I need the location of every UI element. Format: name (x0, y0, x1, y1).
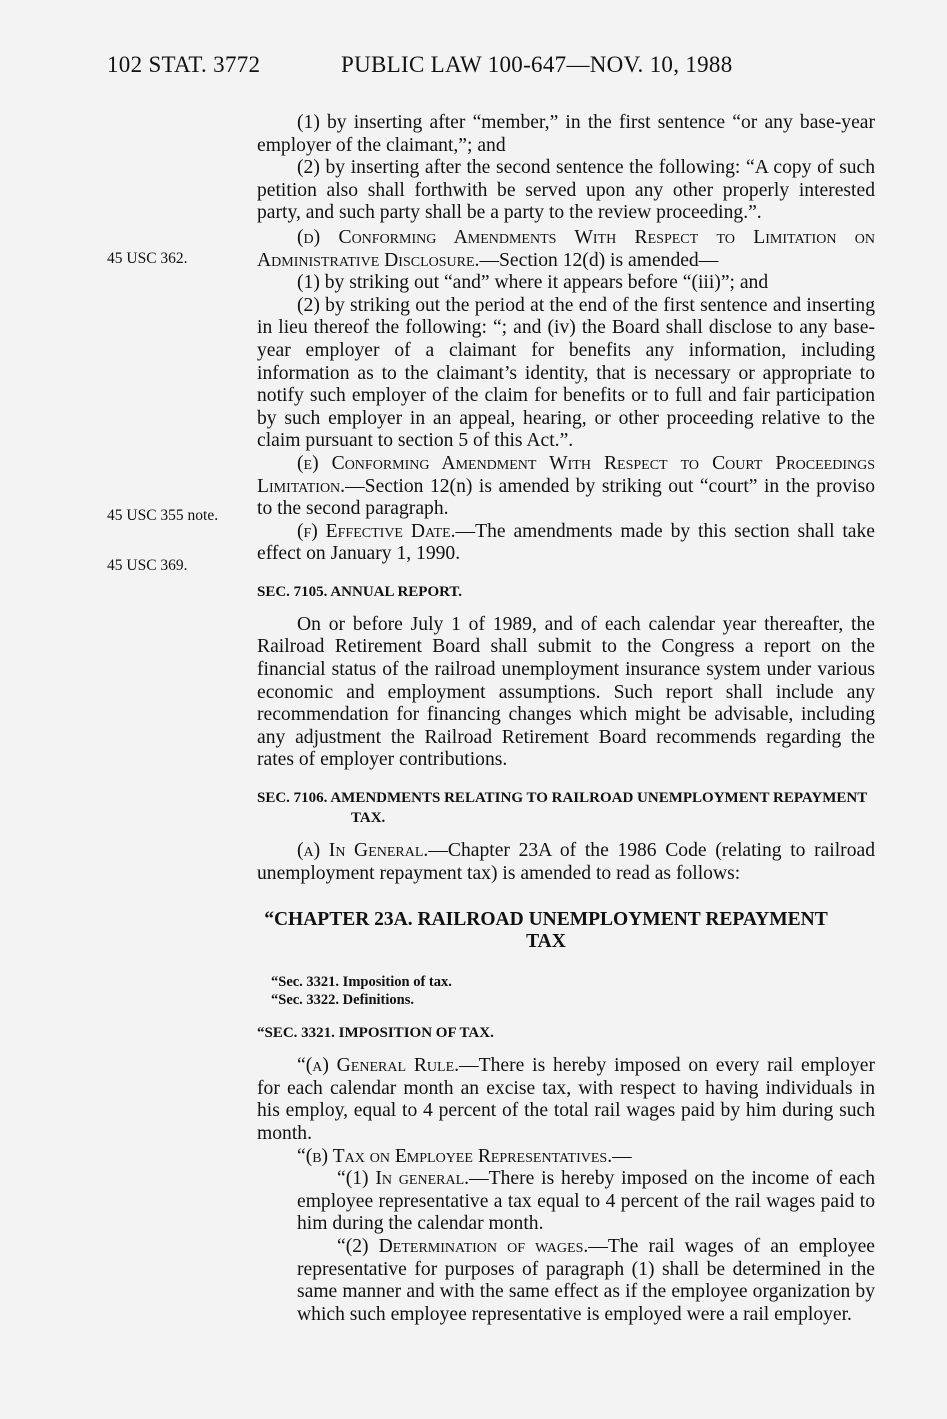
margin-note-usc-355: 45 USC 355 note. (107, 507, 219, 524)
margin-note-usc-369: 45 USC 369. (107, 557, 188, 574)
in-general-heading: “(1) In general. (337, 1168, 470, 1190)
determination-of-wages-heading: “(2) Determination of wages. (337, 1235, 589, 1257)
subsection-d-text: —Section 12(d) is amended— (479, 249, 719, 271)
subsection-e-heading: (e) Conforming Amendment With Respect to Court Proceedings Limitation. (257, 452, 875, 497)
in-general-paragraph (257, 1168, 875, 1236)
page-running-title: PUBLIC LAW 100-647—NOV. 10, 1988 (341, 52, 733, 77)
subsection-e (257, 453, 875, 521)
paragraph-1: (1) by inserting after “member,” in the first sentence “or any base-year employer of the claimant,”; and (257, 112, 875, 156)
determination-of-wages-text: —The rail wages of an employee representative for purposes of paragraph (1) shall be determined in the same manner and with the same effect as if the employee organization by which such employee representative is employed were a rail employer. (297, 1235, 875, 1325)
subsection-d-1: (1) by striking out “and” where it appears before “(iii)”; and (297, 272, 769, 294)
subsection-f-text: —The amendments made by this section shall take effect on January 1, 1990. (257, 520, 875, 565)
section-7106-heading: SEC. 7106. AMENDMENTS RELATING TO RAILROAD UNEMPLOYMENT REPAYMENT TAX. (257, 790, 867, 827)
section-3321-heading: “SEC. 3321. IMPOSITION OF TAX. (257, 1025, 494, 1042)
general-rule-heading: “(a) General Rule. (297, 1055, 460, 1077)
margin-note-usc-362: 45 USC 362. (107, 250, 188, 267)
subsection-d-2: (2) by striking out the period at the end of the first sentence and inserting in lieu thereof the following: “; and (iv) the Board shall disclose to any base-year employer of a claimant for benefits any information, including information as to the claimant’s identity, that is necessary or appropriate to notify such employer of the claim for benefits or to full and fair participation by such employer in an appeal, hearing, or other proceeding relative to the claim pursuant to section 5 of this Act.”. (257, 294, 875, 452)
section-7105-heading: SEC. 7105. ANNUAL REPORT. (257, 583, 463, 600)
subsection-f (257, 521, 875, 566)
subsection-f-heading: (f) Effective Date. (297, 520, 456, 542)
chapter-23a-title: “CHAPTER 23A. RAILROAD UNEMPLOYMENT REPAYMENT TAX (264, 909, 828, 953)
in-general-text: —There is hereby imposed on the income of each employee representative a tax equal to 4 percent of the rail wages paid to him during the calendar month. (297, 1168, 875, 1235)
subsection-d-heading: (d) Conforming Amendments With Respect to Limitation on Administrative Disclosure. (257, 226, 875, 271)
contents-item-3322: “Sec. 3322. Definitions. (271, 992, 414, 1009)
subsection-a (257, 840, 875, 885)
statute-body (257, 112, 875, 1326)
employee-representatives-heading: “(b) Tax on Employee Representatives. (297, 1145, 613, 1167)
general-rule-text: —There is hereby imposed on every rail employer for each calendar month an excise tax, with respect to having individuals in his employ, equal to 4 percent of the total rail wages paid by him during such month. (257, 1055, 875, 1144)
subsection-a-text: —Chapter 23A of the 1986 Code (relating to railroad unemployment repayment tax) is amended to read as follows: (257, 840, 875, 884)
annual-report-paragraph: On or before July 1 of 1989, and of each calendar year thereafter, the Railroad Retirement Board shall submit to the Congress a report on the financial status of the railroad unemployment insurance system under various economic and employment assumptions. Such report shall include any recommendation for financing changes which might be advisable, including any adjustment the Railroad Retirement Board recommends regarding the rates of employer contributions. (257, 613, 875, 771)
employee-representatives-paragraph (257, 1146, 875, 1169)
general-rule-paragraph (257, 1055, 875, 1145)
determination-of-wages-paragraph (257, 1236, 875, 1326)
page-stat-citation: 102 STAT. 3772 (107, 52, 261, 77)
paragraph-2: (2) by inserting after the second sentence the following: “A copy of such petition also shall forthwith be served upon any other properly interested party, and such party shall be a party to the review proceeding.”. (257, 157, 875, 224)
chapter-contents (271, 973, 875, 1009)
employee-representatives-text: — (612, 1145, 632, 1167)
subsection-d (257, 227, 875, 272)
contents-item-3321: “Sec. 3321. Imposition of tax. (271, 974, 452, 991)
subsection-e-text: —Section 12(n) is amended by striking out “court” in the proviso to the second paragraph. (257, 475, 875, 520)
subsection-a-heading: (a) In General. (297, 840, 429, 862)
